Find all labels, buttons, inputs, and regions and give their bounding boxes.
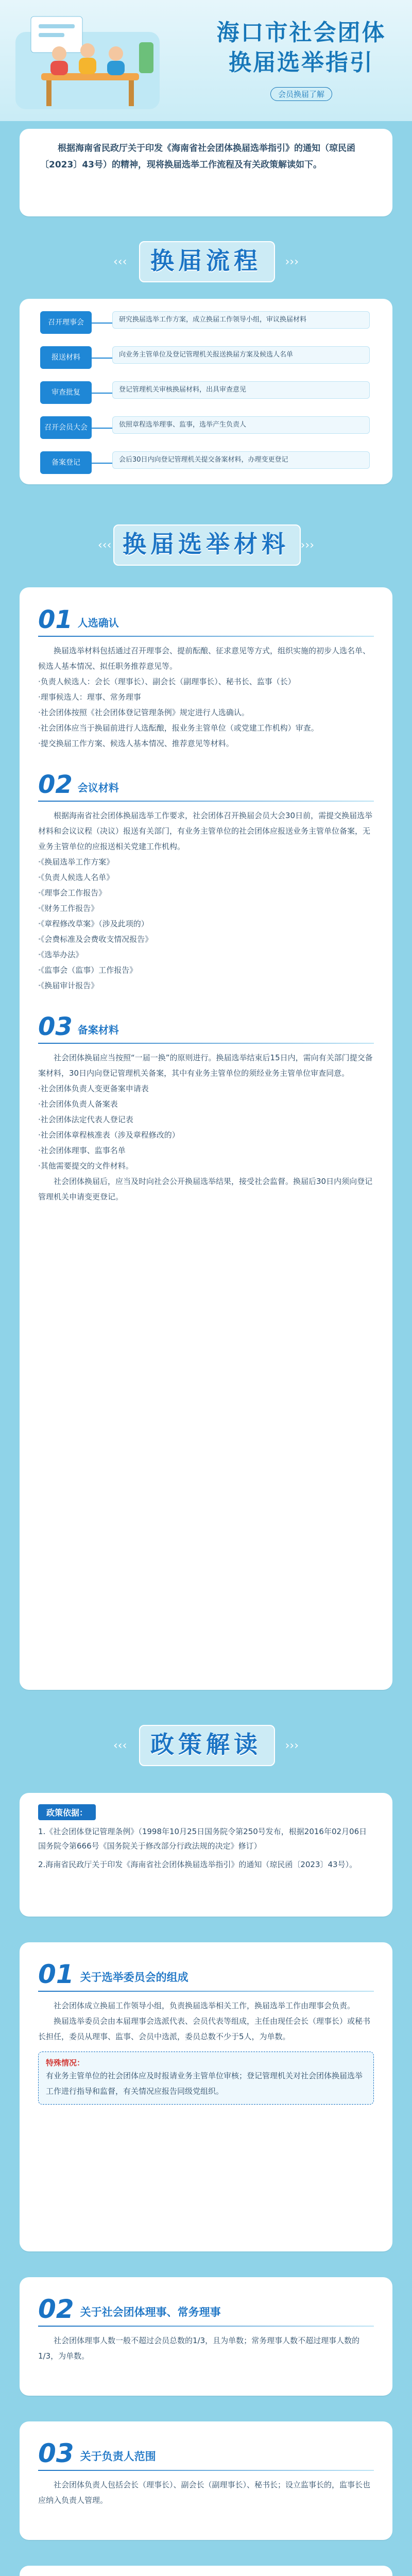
policy-title: 政策解读 — [150, 1731, 262, 1758]
material-list — [38, 808, 374, 993]
page-title-line1: 海口市社会团体 — [216, 20, 386, 46]
list-item: ·《选举办法》 — [38, 950, 83, 959]
section-number: 03 — [38, 1012, 73, 1041]
header — [0, 0, 412, 121]
policy-card-title: 关于社会团体理事、常务理事 — [80, 2306, 221, 2318]
list-item: ·社会团体负责人备案表 — [38, 1099, 118, 1109]
materials-banner — [88, 520, 324, 568]
materials-card — [20, 587, 392, 1690]
list-item: ·其他需要提交的文件材料。 — [38, 1161, 133, 1171]
tip-text: 有业务主管单位的社会团体应及时报请业务主管单位审核；登记管理机关对社会团体换届选举工作进行指导和监督，有关情况应报告同级党组织。 — [46, 2071, 363, 2096]
intro-card — [20, 129, 392, 216]
special-case-tip — [38, 2052, 374, 2105]
flow-step-desc: 依照章程选举理事、监事，选举产生负责人 — [112, 416, 370, 434]
list-item: ·《财务工作报告》 — [38, 904, 99, 913]
chevron-right-icon: ››› — [285, 1739, 299, 1752]
flow-step: 备案登记 — [40, 451, 92, 474]
basis-list — [38, 1824, 374, 1872]
list-item: ·社会团体负责人变更备案申请表 — [38, 1084, 149, 1093]
flow-banner — [103, 237, 309, 284]
list-item: ·《理事会工作报告》 — [38, 888, 107, 897]
list-item: 换届选举材料包括通过召开理事会、提前酝酿、征求意见等方式，组织实施的初步人选名单、候选人基本情况、拟任职务推荐意见等。 — [38, 646, 371, 671]
list-item: ·《章程修改草案》（涉及此项的） — [38, 919, 149, 928]
list-item: 2.海南省民政厅关于印发《海南省社会团体换届选举指引》的通知（琼民函〔2023〕43号）。 — [38, 1860, 357, 1869]
policy-number: 02 — [38, 2294, 74, 2324]
policy-number: 01 — [38, 1959, 74, 1989]
chevron-right-icon: ››› — [285, 256, 299, 268]
policy-banner — [103, 1721, 309, 1768]
chevron-left-icon: ‹‹‹ — [113, 1739, 127, 1752]
flow-step: 召开会员大会 — [40, 416, 92, 439]
intro-text: 根据海南省民政厅关于印发《海南省社会团体换届选举指引》的通知（琼民函〔2023〕43号）的精神，现将换届选举工作流程及有关政策解读如下。 — [40, 143, 355, 170]
section-title: 人选确认 — [77, 617, 119, 629]
policy-paragraph: 社会团体负责人包括会长（理事长）、副会长（副理事长）、秘书长；设立监事长的，监事长也应纳入负责人管理。 — [38, 2480, 371, 2505]
list-item: ·理事候选人：理事、常务理事 — [38, 692, 141, 702]
list-item: ·《会费标准及会费收支情况报告》 — [38, 935, 153, 944]
section-number: 01 — [38, 605, 73, 634]
policy-card-header — [38, 2296, 374, 2323]
list-item: ·社会团体应当于换届前进行人选酝酿，报业务主管单位（或党建工作机构）审查。 — [38, 723, 319, 733]
material-section-header — [38, 1014, 374, 1040]
policy-number: 03 — [38, 2438, 74, 2468]
list-item: ·社会团体法定代表人登记表 — [38, 1115, 133, 1124]
material-section-header — [38, 607, 374, 633]
policy-paragraph: 换届选举委员会由本届理事会选派代表、会员代表等组成，主任由现任会长（理事长）或秘书长担任，委员从理事、监事、会员中选派，委员总数不少于5人，为单数。 — [38, 2016, 371, 2041]
list-item: 1.《社会团体登记管理条例》（1998年10月25日国务院令第250号发布，根据2016年02月06日国务院令第666号《国务院关于修改部分行政法规的决定》修订） — [38, 1827, 367, 1851]
header-subtitle-badge: 会员换届了解 — [270, 87, 332, 101]
list-item: ·《换届选举工作方案》 — [38, 857, 114, 867]
policy-paragraph: 社会团体理事人数一般不超过会员总数的1/3，且为单数；常务理事人数不超过理事人数的1/3，为单数。 — [38, 2336, 360, 2361]
flow-title: 换届流程 — [150, 247, 262, 275]
list-item: ·《负责人候选人名单》 — [38, 873, 114, 882]
flow-step: 审查批复 — [40, 381, 92, 404]
policy-card-title: 关于负责人范围 — [80, 2450, 156, 2463]
material-list — [38, 1050, 374, 1205]
material-list — [38, 643, 374, 751]
flow-step-desc: 会后30日内向登记管理机关提交备案材料，办理变更登记 — [112, 451, 370, 469]
list-item: ·社会团体章程核准表（涉及章程修改的） — [38, 1130, 180, 1140]
list-item: 社会团体换届后，应当及时向社会公开换届选举结果，接受社会监督。换届后30日内须向登记管理机关申请变更登记。 — [38, 1177, 373, 1201]
flow-step-desc: 向业务主管单位及登记管理机关报送换届方案及候选人名单 — [112, 346, 370, 364]
basis-label: 政策依据： — [38, 1804, 96, 1820]
list-item: ·社会团体按照《社会团体登记管理条例》规定进行人选确认。 — [38, 708, 249, 717]
list-item: ·负责人候选人：会长（理事长）、副会长（副理事长）、秘书长、监事（长） — [38, 677, 296, 686]
list-item: ·《监事会（监事）工作报告》 — [38, 965, 138, 975]
meeting-illustration-icon — [10, 11, 165, 114]
flow-chart-card — [20, 299, 392, 484]
list-item: ·社会团体理事、监事名单 — [38, 1146, 126, 1155]
list-item: 社会团体换届应当按照“一届一换”的原则进行。换届选举结束后15日内，需向有关部门提交备案材料，30日内向登记管理机关备案，其中有业务主管单位的须经业务主管单位审查同意。 — [38, 1053, 373, 1078]
chevron-left-icon: ‹‹‹ — [113, 256, 127, 268]
chevron-right-icon: ››› — [300, 539, 314, 552]
policy-card-header — [38, 2440, 374, 2467]
list-item: 根据海南省社会团体换届选举工作要求，社会团体召开换届会员大会30日前，需提交换届选举材料和会议议程（决议）报送有关部门，有业务主管单位的社会团体应报送业务主管单位备案，无业务主管单位的应报送相关党建工作机构。 — [38, 811, 373, 851]
section-title: 会议材料 — [77, 782, 119, 794]
list-item: ·提交换届工作方案、候选人基本情况、推荐意见等材料。 — [38, 739, 234, 748]
chevron-left-icon: ‹‹‹ — [98, 539, 112, 552]
flow-step-desc: 研究换届选举工作方案，成立换届工作领导小组，审议换届材料 — [112, 311, 370, 329]
policy-card-title: 关于选举委员会的组成 — [80, 1971, 188, 1984]
section-title: 备案材料 — [77, 1024, 119, 1036]
policy-paragraph: 社会团体成立换届工作领导小组，负责换届选举相关工作，换届选举工作由理事会负责。 — [54, 2001, 355, 2010]
flow-step: 报送材料 — [40, 346, 92, 369]
section-number: 02 — [38, 770, 73, 799]
page-title-line2: 换届选举指引 — [229, 49, 374, 76]
policy-card-header — [38, 1961, 374, 1988]
tip-title: 特殊情况： — [46, 2058, 85, 2067]
policy-basis-card — [20, 1793, 392, 1917]
material-section-header — [38, 772, 374, 798]
flow-step: 召开理事会 — [40, 311, 92, 334]
policy-card — [20, 1942, 392, 2251]
list-item: ·《换届审计报告》 — [38, 981, 99, 990]
title-block — [201, 18, 402, 101]
materials-title: 换届选举材料 — [123, 530, 289, 558]
flow-step-desc: 登记管理机关审核换届材料，出具审查意见 — [112, 381, 370, 399]
policy-card — [20, 2566, 392, 2576]
policy-card — [20, 2421, 392, 2540]
policy-card — [20, 2277, 392, 2396]
